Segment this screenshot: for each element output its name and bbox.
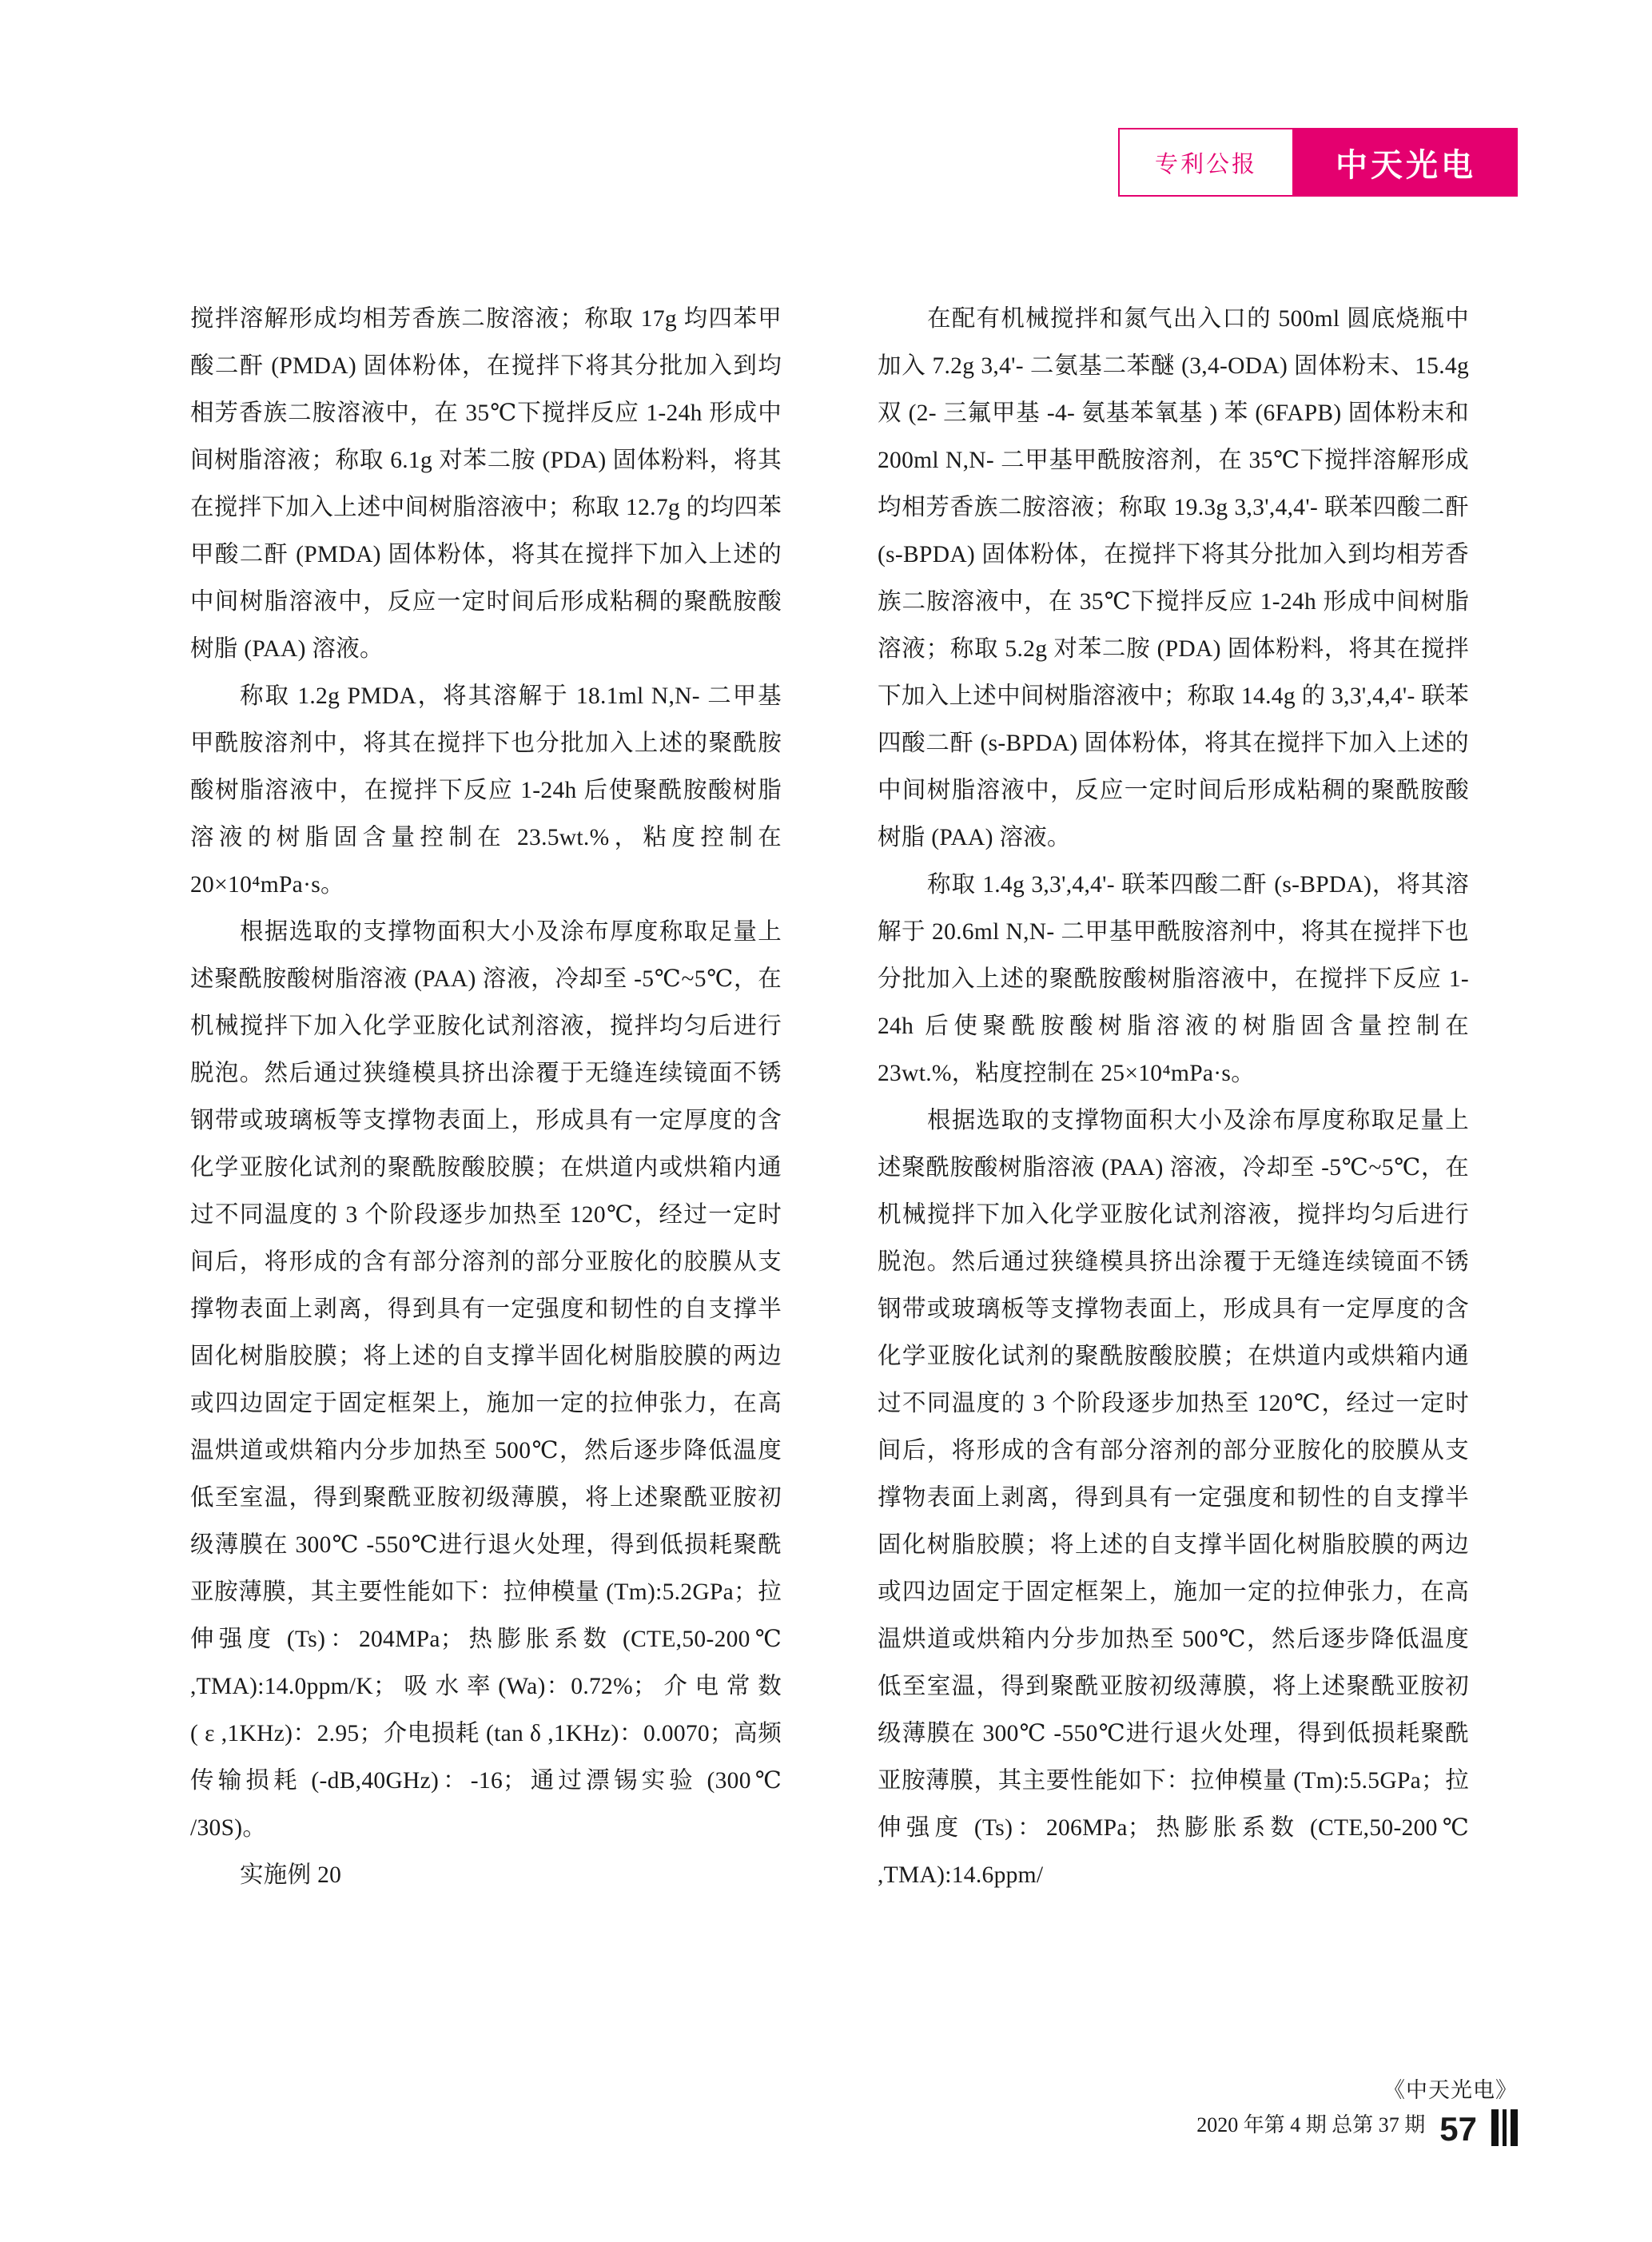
paragraph: 称取 1.2g PMDA，将其溶解于 18.1ml N,N- 二甲基甲酰胺溶剂中，将其在搅拌下也分批加入上述的聚酰胺酸树脂溶液中，在搅拌下反应 1-24h 后使聚酰胺酸树脂溶液的树脂固含量控制在 23.5wt.%，粘度控制在 20×10⁴mPa·s。 <box>190 683 782 898</box>
page-header <box>1118 128 1518 197</box>
page-number: 57 <box>1439 2110 1477 2148</box>
footer-row <box>1196 2108 1518 2148</box>
document-body <box>190 296 1469 1899</box>
left-column <box>190 296 782 1899</box>
page-footer <box>1196 2073 1518 2148</box>
header-tag-label: 专利公报 <box>1118 128 1294 197</box>
right-column <box>878 296 1469 1899</box>
paragraph: 在配有机械搅拌和氮气出入口的 500ml 圆底烧瓶中加入 7.2g 3,4'- 二氨基二苯醚 (3,4-ODA) 固体粉末、15.4g 双 (2- 三氟甲基 -4- 氨基苯氧基 ) 苯 (6FAPB) 固体粉末和 200ml N,N- 二甲基甲酰胺溶剂，在 35℃下搅拌溶解形成均相芳香族二胺溶液；称取 19.3g 3,3',4,4'- 联苯四酸二酐 (s-BPDA) 固体粉体，在搅拌下将其分批加入到均相芳香族二胺溶液中，在 35℃下搅拌反应 1-24h 形成中间树脂溶液；称取 5.2g 对苯二胺 (PDA) 固体粉料，将其在搅拌下加入上述中间树脂溶液中；称取 14.4g 的 3,3',4,4'- 联苯四酸二酐 (s-BPDA) 固体粉体，将其在搅拌下加入上述的中间树脂溶液中，反应一定时间后形成粘稠的聚酰胺酸树脂 (PAA) 溶液。 <box>878 306 1469 850</box>
example-heading: 实施例 20 <box>240 1862 342 1888</box>
publication-title: 《中天光电》 <box>1383 2078 1518 2102</box>
decorative-bars-icon <box>1491 2109 1518 2148</box>
paragraph: 搅拌溶解形成均相芳香族二胺溶液；称取 17g 均四苯甲酸二酐 (PMDA) 固体粉体，在搅拌下将其分批加入到均相芳香族二胺溶液中，在 35℃下搅拌反应 1-24h 形成中间树脂溶液；称取 6.1g 对苯二胺 (PDA) 固体粉料，将其在搅拌下加入上述中间树脂溶液中；称取 12.7g 的均四苯甲酸二酐 (PMDA) 固体粉体，将其在搅拌下加入上述的中间树脂溶液中，反应一定时间后形成粘稠的聚酰胺酸树脂 (PAA) 溶液。 <box>190 306 782 662</box>
paragraph: 根据选取的支撑物面积大小及涂布厚度称取足量上述聚酰胺酸树脂溶液 (PAA) 溶液，冷却至 -5℃~5℃，在机械搅拌下加入化学亚胺化试剂溶液，搅拌均匀后进行脱泡。然后通过狭缝模具挤出涂覆于无缝连续镜面不锈钢带或玻璃板等支撑物表面上，形成具有一定厚度的含化学亚胺化试剂的聚酰胺酸胶膜；在烘道内或烘箱内通过不同温度的 3 个阶段逐步加热至 120℃，经过一定时间后，将形成的含有部分溶剂的部分亚胺化的胶膜从支撑物表面上剥离，得到具有一定强度和韧性的自支撑半固化树脂胶膜；将上述的自支撑半固化树脂胶膜的两边或四边固定于固定框架上，施加一定的拉伸张力，在高温烘道或烘箱内分步加热至 500℃，然后逐步降低温度低至室温，得到聚酰亚胺初级薄膜，将上述聚酰亚胺初级薄膜在 300℃ -550℃进行退火处理，得到低损耗聚酰亚胺薄膜，其主要性能如下：拉伸模量 (Tm):5.2GPa；拉伸强度 (Ts)：204MPa；热膨胀系数 (CTE,50-200℃ ,TMA):14.0ppm/K； 吸 水 率 (Wa)：0.72%； 介 电 常 数 ( ε ,1KHz)：2.95；介电损耗 (tan δ ,1KHz)：0.0070；高频传输损耗 (-dB,40GHz)：-16；通过漂锡实验 (300℃ /30S)。 <box>190 919 782 1841</box>
paragraph: 称取 1.4g 3,3',4,4'- 联苯四酸二酐 (s-BPDA)，将其溶解于 20.6ml N,N- 二甲基甲酰胺溶剂中，将其在搅拌下也分批加入上述的聚酰胺酸树脂溶液中，在搅拌下反应 1-24h 后使聚酰胺酸树脂溶液的树脂固含量控制在 23wt.%，粘度控制在 25×10⁴mPa·s。 <box>878 872 1469 1086</box>
header-brand-label: 中天光电 <box>1294 128 1518 197</box>
issue-info: 2020 年第 4 期 总第 37 期 <box>1196 2113 1426 2136</box>
paragraph: 根据选取的支撑物面积大小及涂布厚度称取足量上述聚酰胺酸树脂溶液 (PAA) 溶液，冷却至 -5℃~5℃，在机械搅拌下加入化学亚胺化试剂溶液，搅拌均匀后进行脱泡。然后通过狭缝模具挤出涂覆于无缝连续镜面不锈钢带或玻璃板等支撑物表面上，形成具有一定厚度的含化学亚胺化试剂的聚酰胺酸胶膜；在烘道内或烘箱内通过不同温度的 3 个阶段逐步加热至 120℃，经过一定时间后，将形成的含有部分溶剂的部分亚胺化的胶膜从支撑物表面上剥离，得到具有一定强度和韧性的自支撑半固化树脂胶膜；将上述的自支撑半固化树脂胶膜的两边或四边固定于固定框架上，施加一定的拉伸张力，在高温烘道或烘箱内分步加热至 500℃，然后逐步降低温度低至室温，得到聚酰亚胺初级薄膜，将上述聚酰亚胺初级薄膜在 300℃ -550℃进行退火处理，得到低损耗聚酰亚胺薄膜，其主要性能如下：拉伸模量 (Tm):5.5GPa；拉伸强度 (Ts)：206MPa；热膨胀系数 (CTE,50-200℃ ,TMA):14.6ppm/ <box>878 1108 1469 1888</box>
